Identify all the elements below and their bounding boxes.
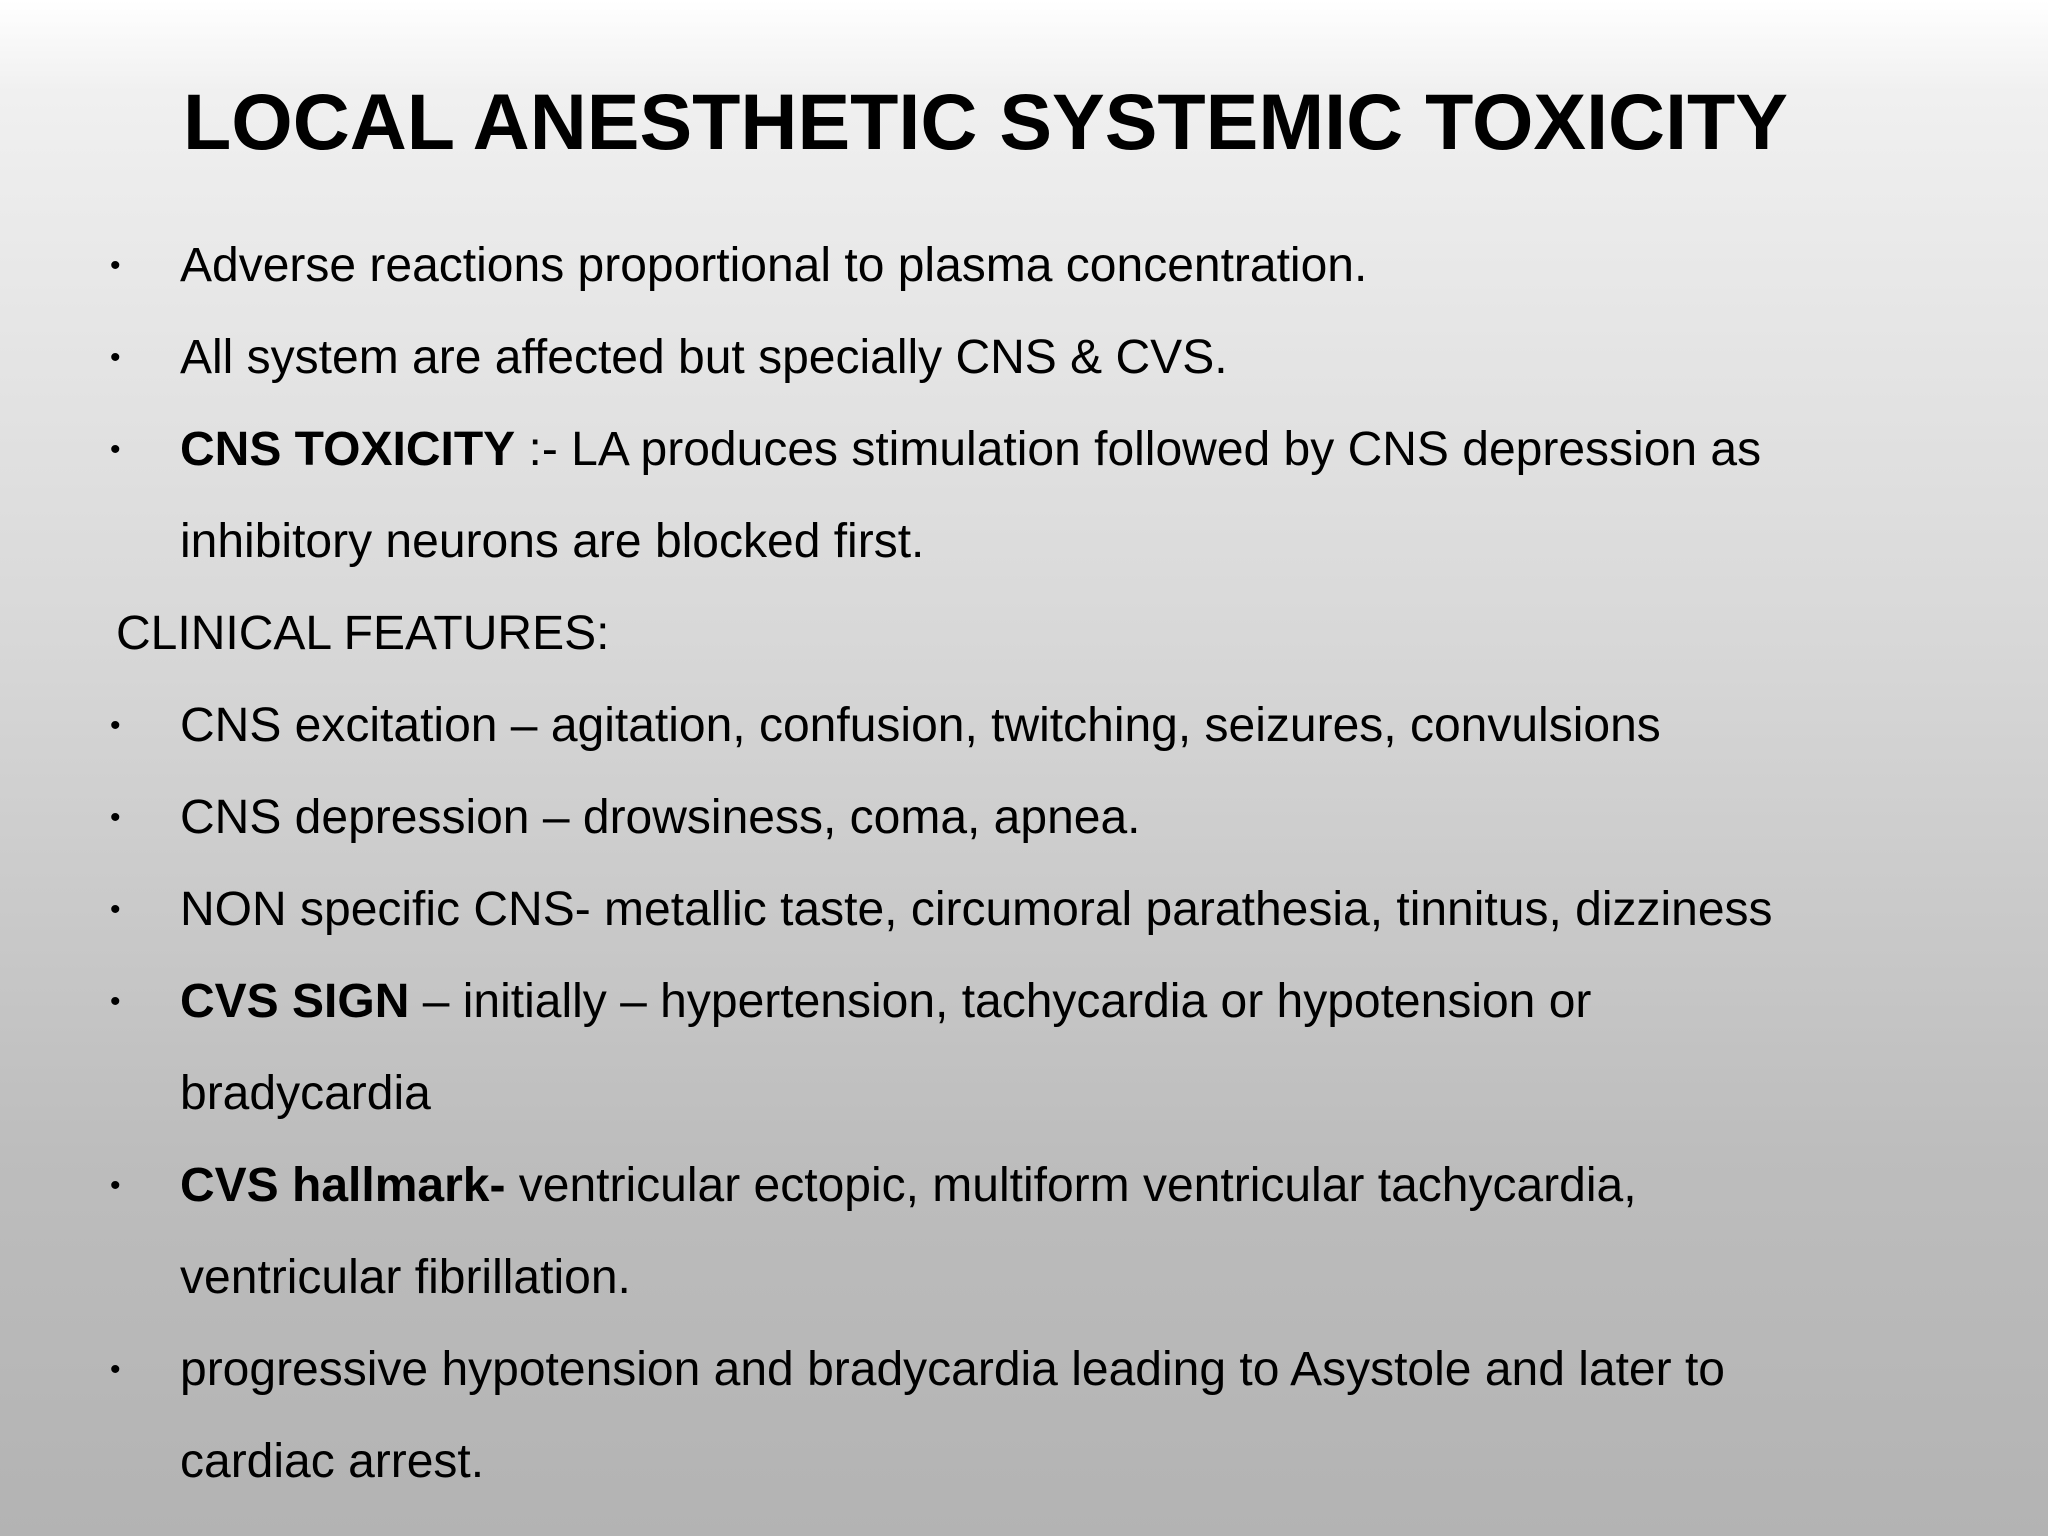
bullet-icon: • xyxy=(110,249,121,282)
list-item-text: All system are affected but specially CNS & CVS. xyxy=(180,331,1228,384)
bullet-icon: • xyxy=(110,1169,121,1202)
bullet-icon: • xyxy=(110,341,121,374)
list-item-continuation-text: bradycardia xyxy=(180,1067,431,1120)
bullet-icon: • xyxy=(110,893,121,926)
bullet-icon: • xyxy=(110,801,121,834)
bullet-icon: • xyxy=(110,709,121,742)
list-item-bold-lead: CVS hallmark- xyxy=(180,1159,506,1212)
list-item xyxy=(110,772,1980,864)
section-heading-row xyxy=(110,588,1980,680)
list-item xyxy=(110,864,1980,956)
bullet-icon: • xyxy=(110,433,121,466)
bullet-icon: • xyxy=(110,1353,121,1386)
bullet-list xyxy=(110,220,1980,1508)
section-heading: CLINICAL FEATURES: xyxy=(116,607,610,660)
list-item-continuation xyxy=(110,1048,1980,1140)
list-item-bold-lead: CVS SIGN xyxy=(180,975,410,1028)
list-item xyxy=(110,220,1980,312)
list-item-continuation xyxy=(110,1232,1980,1324)
list-item-continuation-text: inhibitory neurons are blocked first. xyxy=(180,515,925,568)
list-item-text xyxy=(180,1140,1637,1232)
list-item-text: Adverse reactions proportional to plasma concentration. xyxy=(180,239,1368,292)
list-item xyxy=(110,1140,1980,1232)
list-item-continuation xyxy=(110,496,1980,588)
list-item xyxy=(110,312,1980,404)
list-item-rest: :- LA produces stimulation followed by CNS depression as xyxy=(515,423,1762,476)
list-item-text: progressive hypotension and bradycardia leading to Asystole and later to xyxy=(180,1343,1725,1396)
bullet-icon: • xyxy=(110,985,121,1018)
list-item-text: CNS depression – drowsiness, coma, apnea. xyxy=(180,791,1141,844)
slide-title: LOCAL ANESTHETIC SYSTEMIC TOXICITY xyxy=(183,77,1788,166)
list-item xyxy=(110,956,1980,1048)
list-item-continuation xyxy=(110,1416,1980,1508)
list-item-continuation-text: cardiac arrest. xyxy=(180,1435,485,1488)
list-item xyxy=(110,680,1980,772)
list-item xyxy=(110,1324,1980,1416)
list-item-text xyxy=(180,956,1591,1048)
list-item-text: CNS excitation – agitation, confusion, twitching, seizures, convulsions xyxy=(180,699,1661,752)
list-item-rest: ventricular ectopic, multiform ventricular tachycardia, xyxy=(505,1159,1637,1212)
list-item-text: NON specific CNS- metallic taste, circumoral parathesia, tinnitus, dizziness xyxy=(180,883,1773,936)
list-item-rest: – initially – hypertension, tachycardia or hypotension or xyxy=(409,975,1592,1028)
list-item-continuation-text: ventricular fibrillation. xyxy=(180,1251,631,1304)
list-item xyxy=(110,404,1980,496)
list-item-text xyxy=(180,404,1761,496)
list-item-bold-lead: CNS TOXICITY xyxy=(180,423,516,476)
